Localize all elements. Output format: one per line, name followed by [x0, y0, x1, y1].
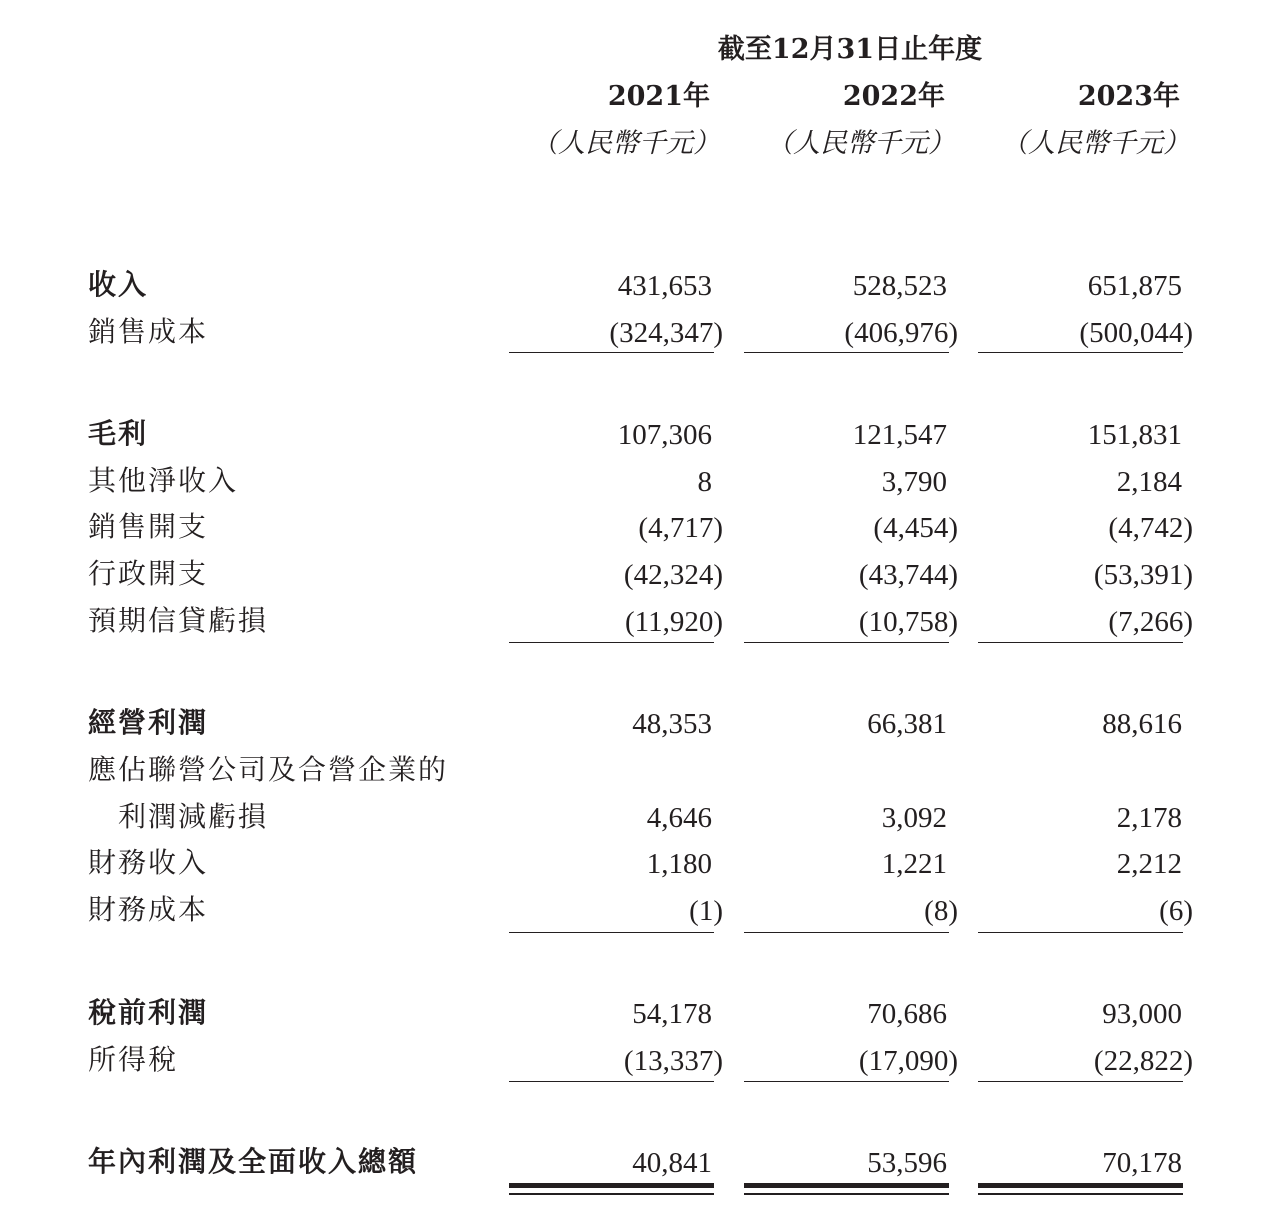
cost-of-sales-2023: (500,044): [1079, 317, 1193, 349]
operating-profit-label: 經營利潤: [88, 706, 209, 739]
gross-profit-label: 毛利: [88, 417, 149, 450]
total-double-rule: [509, 1183, 714, 1188]
other-net-income-2023: 2,184: [1116, 466, 1182, 498]
finance-costs-2022: (8): [924, 895, 958, 927]
total-double-rule: [978, 1193, 1183, 1195]
unit-2023-header: （人民幣千元）: [1001, 128, 1190, 159]
total-double-rule: [509, 1193, 714, 1195]
finance-costs-label: 財務成本: [88, 893, 209, 926]
cost-of-sales-label: 銷售成本: [88, 315, 209, 348]
subtotal-rule: [744, 352, 949, 353]
subtotal-rule: [744, 642, 949, 643]
cost-of-sales-2022: (406,976): [844, 317, 958, 349]
income-tax-2023: (22,822): [1093, 1045, 1193, 1077]
subtotal-rule: [978, 352, 1183, 353]
admin-expenses-2022: (43,744): [858, 559, 958, 591]
unit-2021-header: （人民幣千元）: [531, 128, 720, 159]
gross-profit-2022: 121,547: [852, 419, 947, 451]
share-of-jv-label-line1: 應佔聯營公司及合營企業的: [88, 753, 449, 786]
admin-expenses-2021: (42,324): [623, 559, 723, 591]
subtotal-rule: [978, 932, 1183, 933]
profit-before-tax-label: 稅前利潤: [88, 996, 209, 1029]
selling-expenses-2021: (4,717): [638, 512, 723, 544]
share-of-jv-2023: 2,178: [1116, 802, 1182, 834]
finance-income-label: 財務收入: [88, 846, 209, 879]
income-tax-2021: (13,337): [623, 1045, 723, 1077]
total-comprehensive-income-label: 年內利潤及全面收入總額: [88, 1145, 419, 1178]
total-double-rule: [978, 1183, 1183, 1188]
revenue-label: 收入: [88, 268, 149, 301]
income-tax-label: 所得稅: [88, 1043, 179, 1076]
total-comprehensive-income-2021: 40,841: [632, 1147, 712, 1179]
expected-credit-loss-label: 預期信貸虧損: [88, 604, 269, 637]
finance-income-2023: 2,212: [1116, 848, 1182, 880]
expected-credit-loss-2023: (7,266): [1108, 606, 1193, 638]
year-2022-header: 2022年: [842, 81, 945, 112]
other-net-income-2021: 8: [697, 466, 712, 498]
subtotal-rule: [978, 642, 1183, 643]
other-net-income-label: 其他淨收入: [88, 464, 239, 497]
profit-before-tax-2023: 93,000: [1102, 998, 1182, 1030]
subtotal-rule: [509, 1081, 714, 1082]
share-of-jv-2022: 3,092: [881, 802, 947, 834]
admin-expenses-label: 行政開支: [88, 557, 209, 590]
subtotal-rule: [978, 1081, 1183, 1082]
total-comprehensive-income-2022: 53,596: [867, 1147, 947, 1179]
other-net-income-2022: 3,790: [881, 466, 947, 498]
gross-profit-2023: 151,831: [1087, 419, 1182, 451]
share-of-jv-label-line2: 利潤減虧損: [118, 800, 269, 833]
expected-credit-loss-2021: (11,920): [625, 606, 723, 638]
cost-of-sales-2021: (324,347): [609, 317, 723, 349]
selling-expenses-label: 銷售開支: [88, 510, 209, 543]
selling-expenses-2022: (4,454): [873, 512, 958, 544]
period-header: 截至12月31日止年度: [717, 34, 983, 65]
subtotal-rule: [509, 352, 714, 353]
year-2023-header: 2023年: [1077, 81, 1180, 112]
subtotal-rule: [744, 1081, 949, 1082]
total-comprehensive-income-2023: 70,178: [1102, 1147, 1182, 1179]
admin-expenses-2023: (53,391): [1093, 559, 1193, 591]
subtotal-rule: [509, 932, 714, 933]
revenue-2022: 528,523: [852, 270, 947, 302]
year-2021-header: 2021年: [607, 81, 710, 112]
finance-costs-2023: (6): [1159, 895, 1193, 927]
unit-2022-header: （人民幣千元）: [766, 128, 955, 159]
profit-before-tax-2021: 54,178: [632, 998, 712, 1030]
income-tax-2022: (17,090): [858, 1045, 958, 1077]
total-double-rule: [744, 1183, 949, 1188]
selling-expenses-2023: (4,742): [1108, 512, 1193, 544]
revenue-2021: 431,653: [617, 270, 712, 302]
subtotal-rule: [509, 642, 714, 643]
share-of-jv-2021: 4,646: [646, 802, 712, 834]
operating-profit-2021: 48,353: [632, 708, 712, 740]
total-double-rule: [744, 1193, 949, 1195]
profit-before-tax-2022: 70,686: [867, 998, 947, 1030]
gross-profit-2021: 107,306: [617, 419, 712, 451]
revenue-2023: 651,875: [1087, 270, 1182, 302]
operating-profit-2022: 66,381: [867, 708, 947, 740]
finance-costs-2021: (1): [689, 895, 723, 927]
finance-income-2022: 1,221: [881, 848, 947, 880]
operating-profit-2023: 88,616: [1102, 708, 1182, 740]
subtotal-rule: [744, 932, 949, 933]
finance-income-2021: 1,180: [646, 848, 712, 880]
expected-credit-loss-2022: (10,758): [858, 606, 958, 638]
